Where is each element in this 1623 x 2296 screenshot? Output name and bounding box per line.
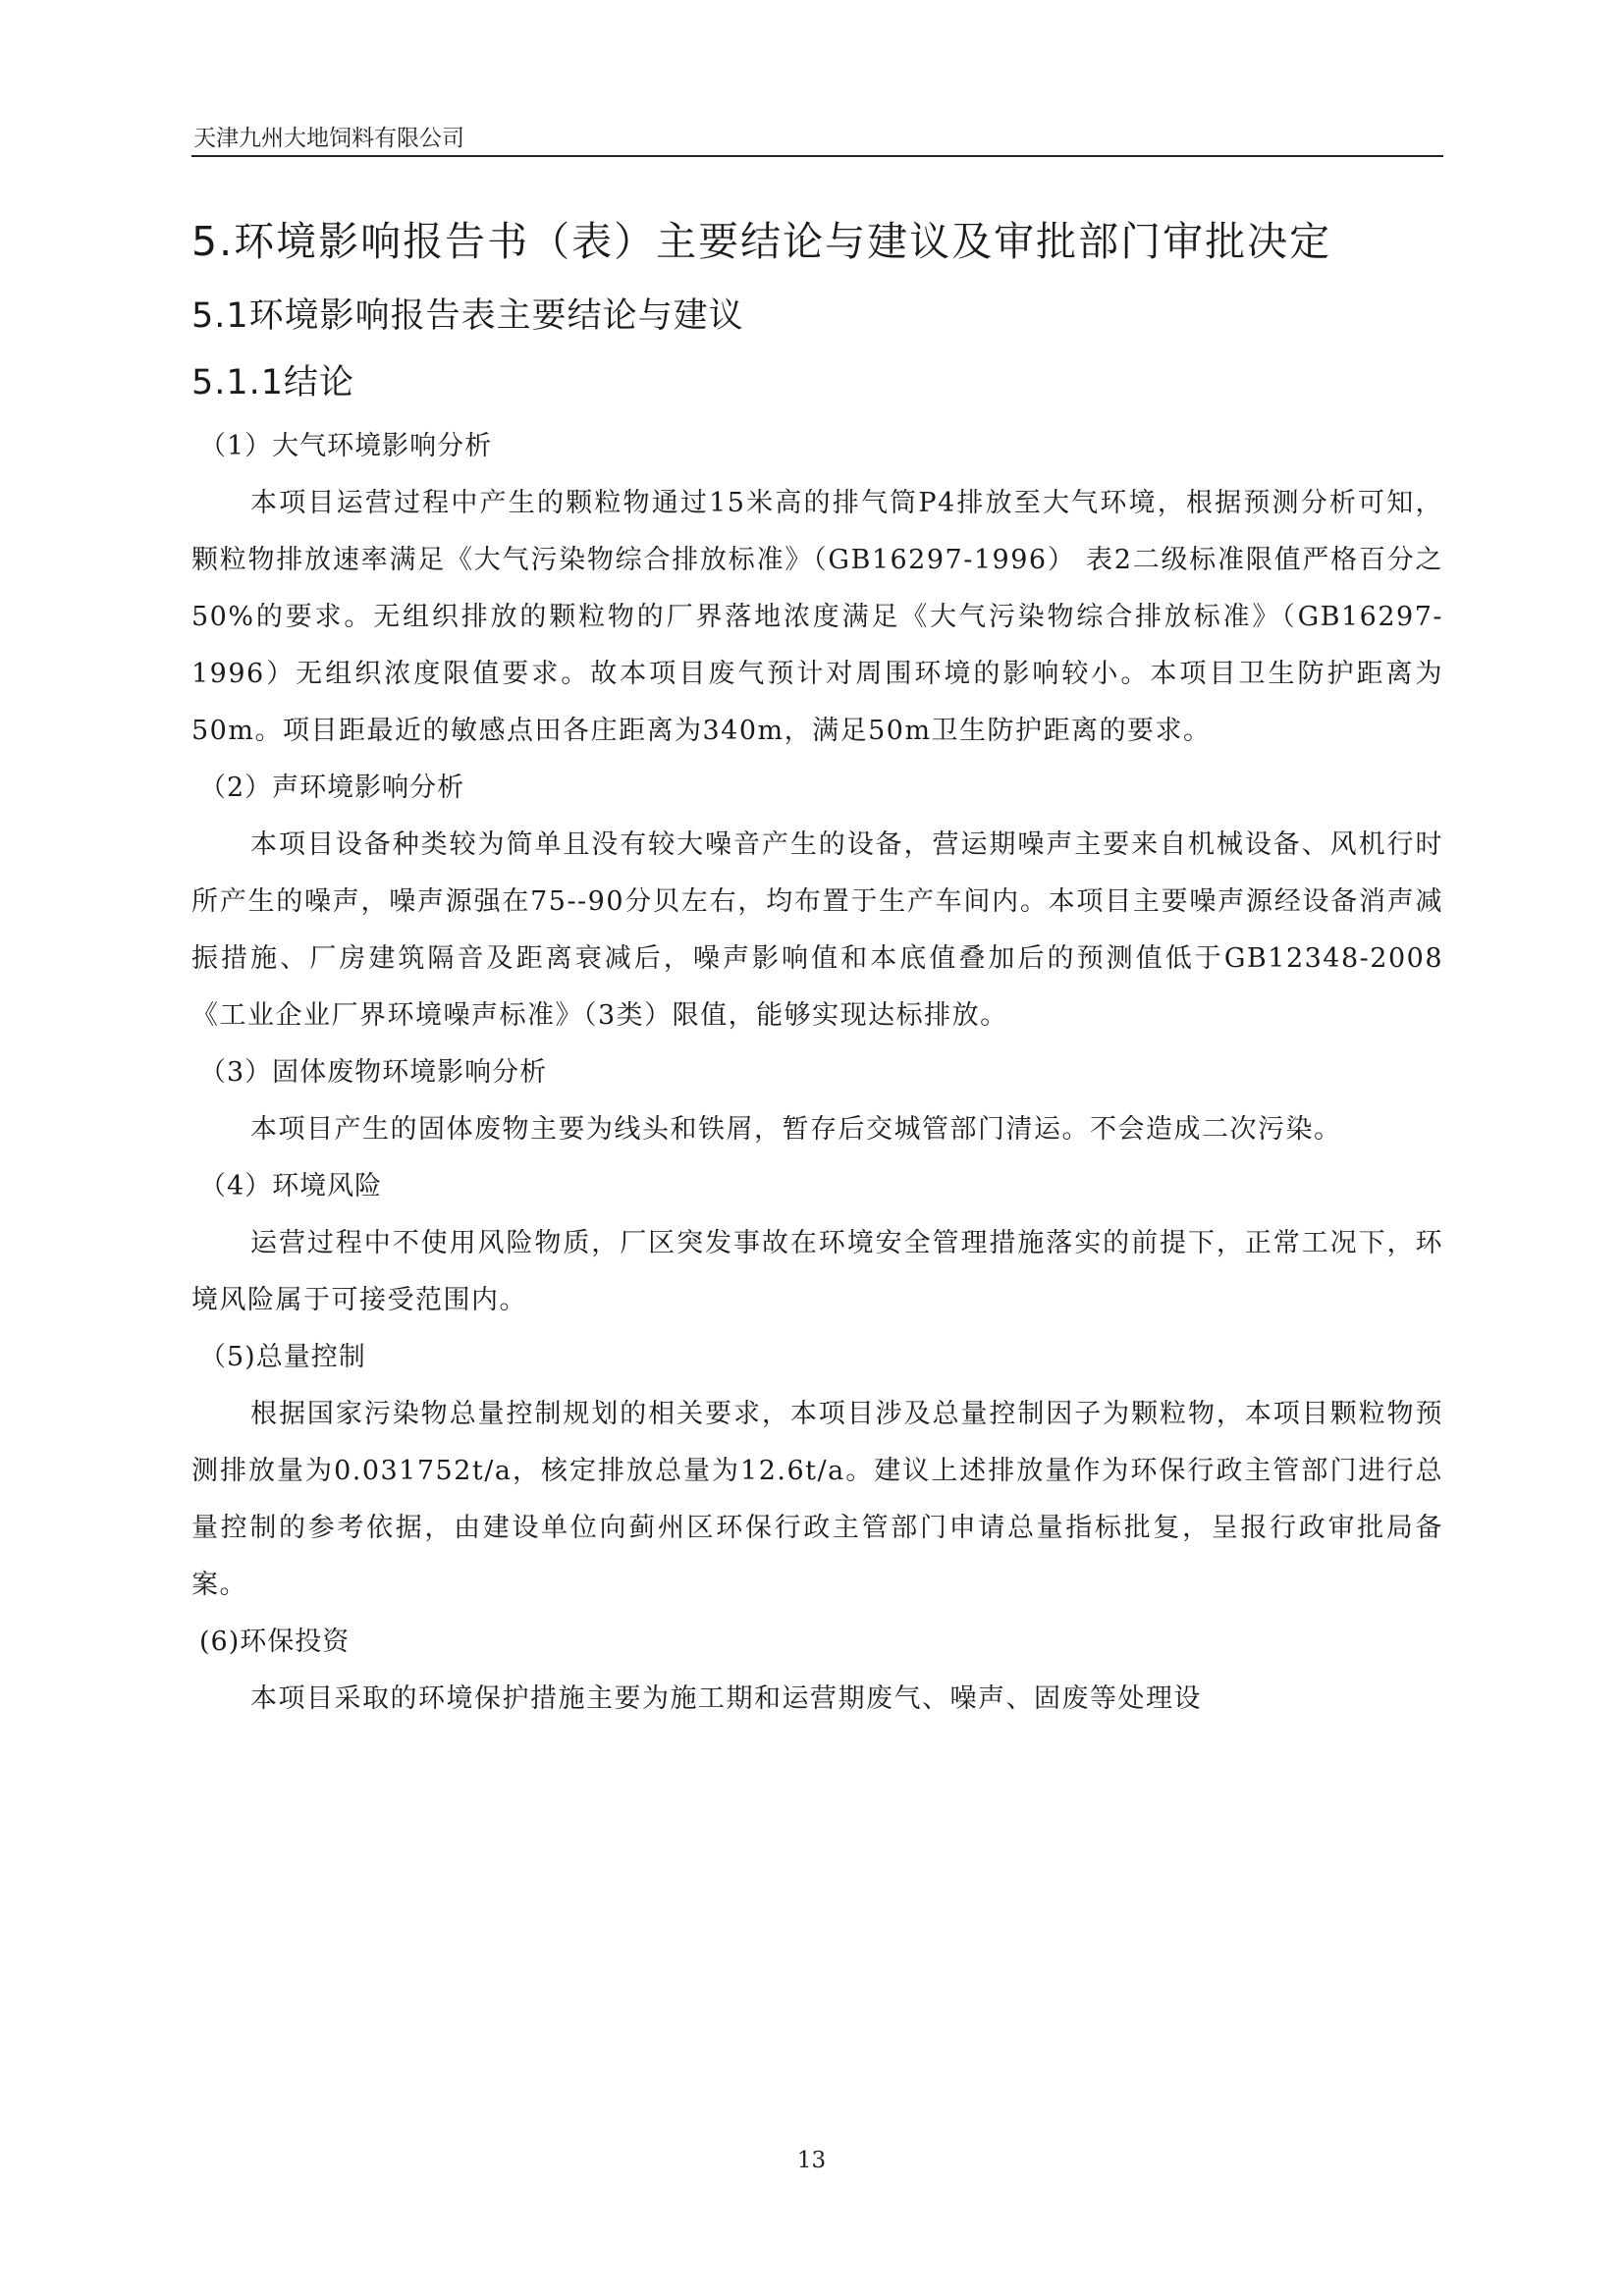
item-paragraph-noise: 本项目设备种类较为简单且没有较大噪音产生的设备，营运期噪声主要来自机械设备、风机行时所产生的噪声，噪声源强在75--90分贝左右，均布置于生产车间内。本项目主要噪声源经设备消声减振措施、厂房建筑隔音及距离衰减后，噪声影响值和本底值叠加后的预测值低于GB12348-2008《工业企业厂界环境噪声标准》（3类）限值，能够实现达标排放。 <box>191 829 1443 1031</box>
item-heading-noise: （2）声环境影响分析 <box>199 773 465 803</box>
item-heading-total-control: （5)总量控制 <box>199 1342 366 1372</box>
subsection-title: 5.1.1结论 <box>191 363 355 402</box>
item-paragraph-air: 本项目运营过程中产生的颗粒物通过15米高的排气筒P4排放至大气环境，根据预测分析可知，颗粒物排放速率满足《大气污染物综合排放标准》（GB16297-1996） 表2二级标准限值严格百分之50%的要求。无组织排放的颗粒物的厂界落地浓度满足《大气污染物综合排放标准》（GB16297-1996）无组织浓度限值要求。故本项目废气预计对周围环境的影响较小。本项目卫生防护距离为50m。项目距最近的敏感点田各庄距离为340m，满足50m卫生防护距离的要求。 <box>191 488 1443 746</box>
page-header <box>191 116 1443 157</box>
item-paragraph-risk: 运营过程中不使用风险物质，厂区突发事故在环境安全管理措施落实的前提下，正常工况下，环境风险属于可接受范围内。 <box>191 1228 1443 1315</box>
item-heading-investment: (6)环保投资 <box>199 1627 351 1657</box>
item-heading-risk: （4）环境风险 <box>199 1171 383 1201</box>
item-heading-solid-waste: （3）固体废物环境影响分析 <box>199 1057 548 1088</box>
document-body <box>191 206 1443 1728</box>
item-heading-air: （1）大气环境影响分析 <box>199 431 493 461</box>
company-name: 天津九州大地饲料有限公司 <box>193 126 464 151</box>
page-number: 13 <box>796 2148 827 2173</box>
chapter-title: 5.环境影响报告书（表）主要结论与建议及审批部门审批决定 <box>191 218 1332 265</box>
item-paragraph-investment: 本项目采取的环境保护措施主要为施工期和运营期废气、噪声、固废等处理设 <box>250 1683 1202 1714</box>
item-paragraph-solid-waste: 本项目产生的固体废物主要为线头和铁屑，暂存后交城管部门清运。不会造成二次污染。 <box>250 1114 1342 1145</box>
item-paragraph-total-control: 根据国家污染物总量控制规划的相关要求，本项目涉及总量控制因子为颗粒物，本项目颗粒物预测排放量为0.031752t/a，核定排放总量为12.6t/a。建议上述排放量作为环保行政主管部门进行总量控制的参考依据，由建设单位向蓟州区环保行政主管部门申请总量指标批复，呈报行政审批局备案。 <box>191 1399 1443 1600</box>
section-title: 5.1环境影响报告表主要结论与建议 <box>191 296 744 336</box>
